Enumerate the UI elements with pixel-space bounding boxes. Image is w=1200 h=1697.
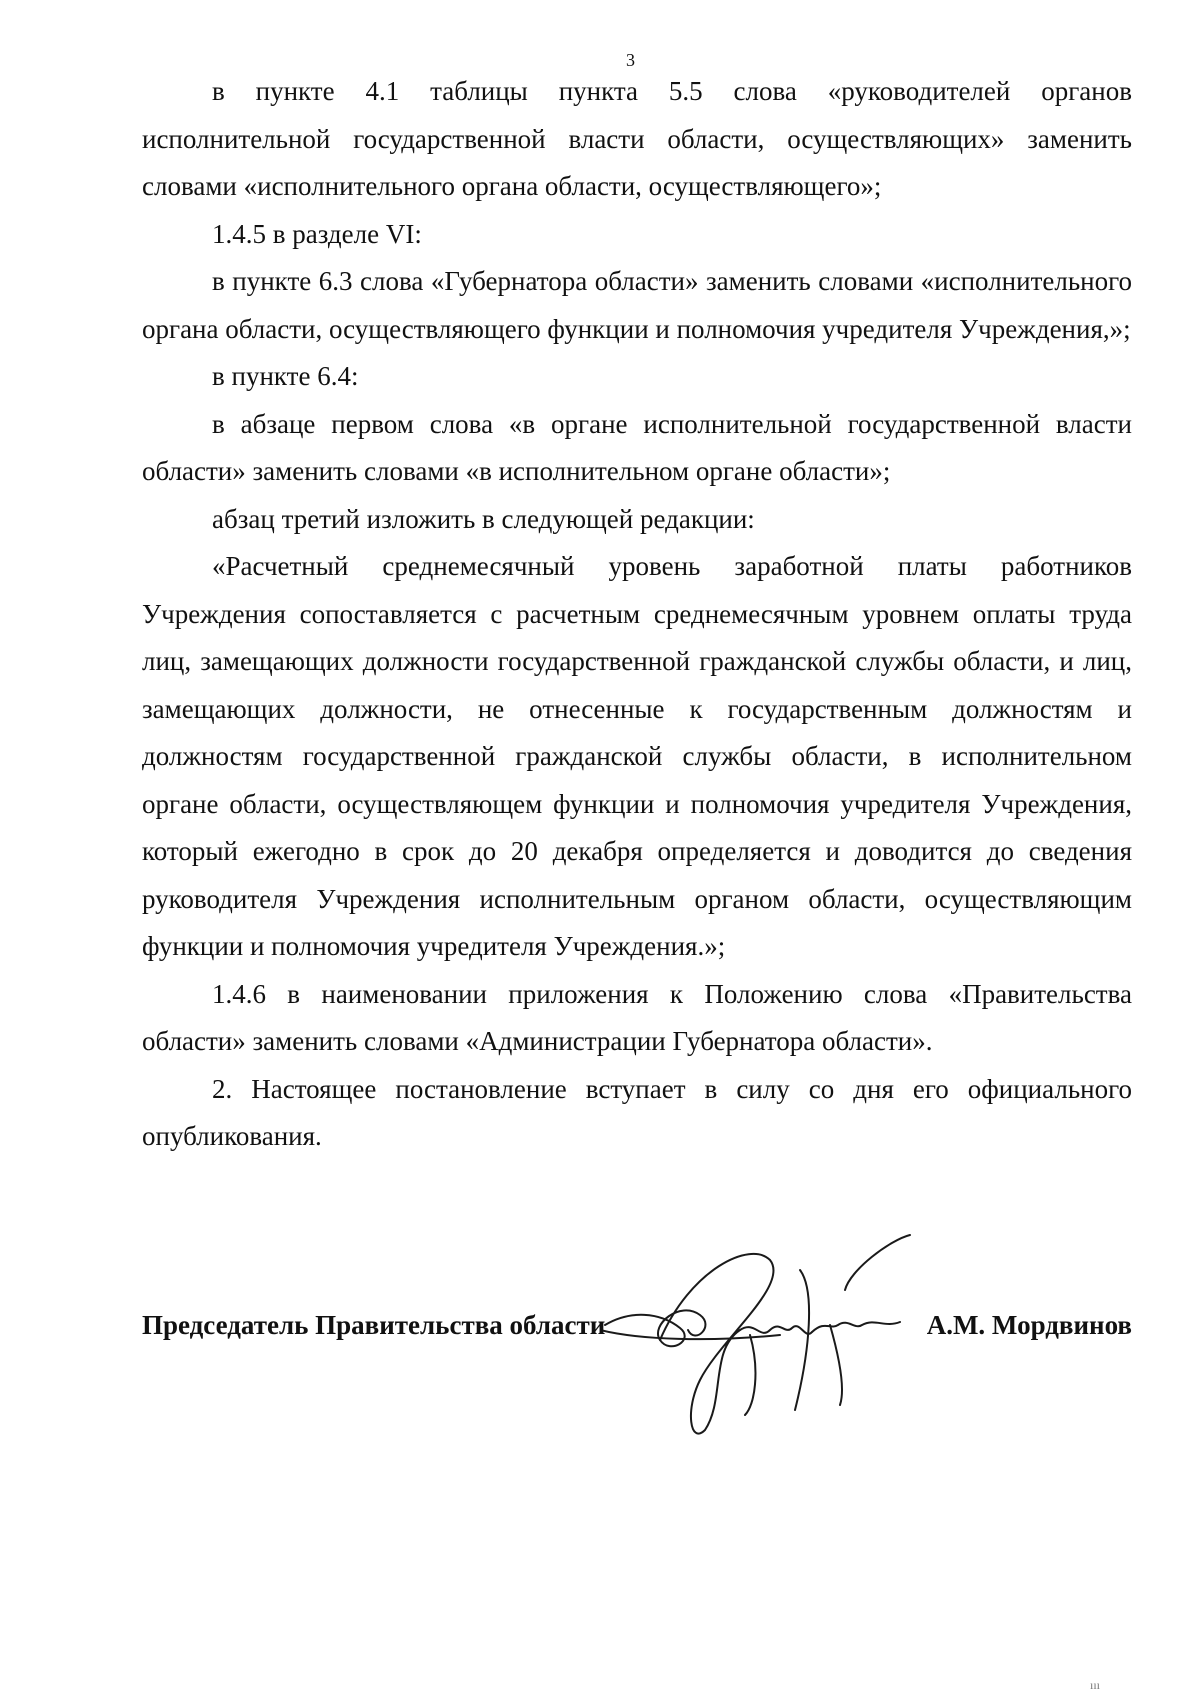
document-body bbox=[142, 68, 1132, 1161]
corner-mark: ııı bbox=[1089, 1678, 1100, 1692]
paragraph-7: «Расчетный среднемесячный уровень заработной платы работников Учреждения сопоставляется с расчетным среднемесячным уровнем оплаты труда лиц, замещающих должности государственной гражданской службы области, и лиц, замещающих должности, не отнесенные к государственным должностям и должностям государственной гражданской службы области, в исполнительном органе области, осуществляющем функции и полномочия учредителя Учреждения, который ежегодно в срок до 20 декабря определяется и доводится до сведения руководителя Учреждения исполнительным органом области, осуществляющим функции и полномочия учредителя Учреждения.»; bbox=[142, 551, 1132, 961]
paragraph-4: в пункте 6.4: bbox=[212, 361, 359, 391]
signatory-name: А.М. Мордвинов bbox=[926, 1310, 1132, 1340]
paragraph-2: 1.4.5 в разделе VI: bbox=[212, 218, 422, 249]
page-number: 3 bbox=[626, 50, 635, 70]
paragraph-1: в пункте 4.1 таблицы пункта 5.5 слова «руководителей органов исполнительной государственной власти области, осуществляющих» заменить словами «исполнительного органа области, осуществляющего»; bbox=[142, 76, 1132, 201]
paragraph-3: в пункте 6.3 слова «Губернатора области» заменить словами «исполнительного органа области, осуществляющего функции и полномочия учредителя Учреждения,»; bbox=[142, 266, 1132, 344]
paragraph-8: 1.4.6 в наименовании приложения к Положению слова «Правительства области» заменить словами «Администрации Губернатора области». bbox=[142, 978, 1132, 1056]
handwritten-signature bbox=[600, 1230, 930, 1450]
paragraph-6: абзац третий изложить в следующей редакции: bbox=[212, 503, 755, 534]
signatory-position: Председатель Правительства области bbox=[142, 1310, 606, 1340]
paragraph-5: в абзаце первом слова «в органе исполнительной государственной власти области» заменить словами «в исполнительном органе области»; bbox=[142, 408, 1132, 486]
paragraph-9: 2. Настоящее постановление вступает в силу со дня его официального опубликования. bbox=[142, 1073, 1132, 1151]
